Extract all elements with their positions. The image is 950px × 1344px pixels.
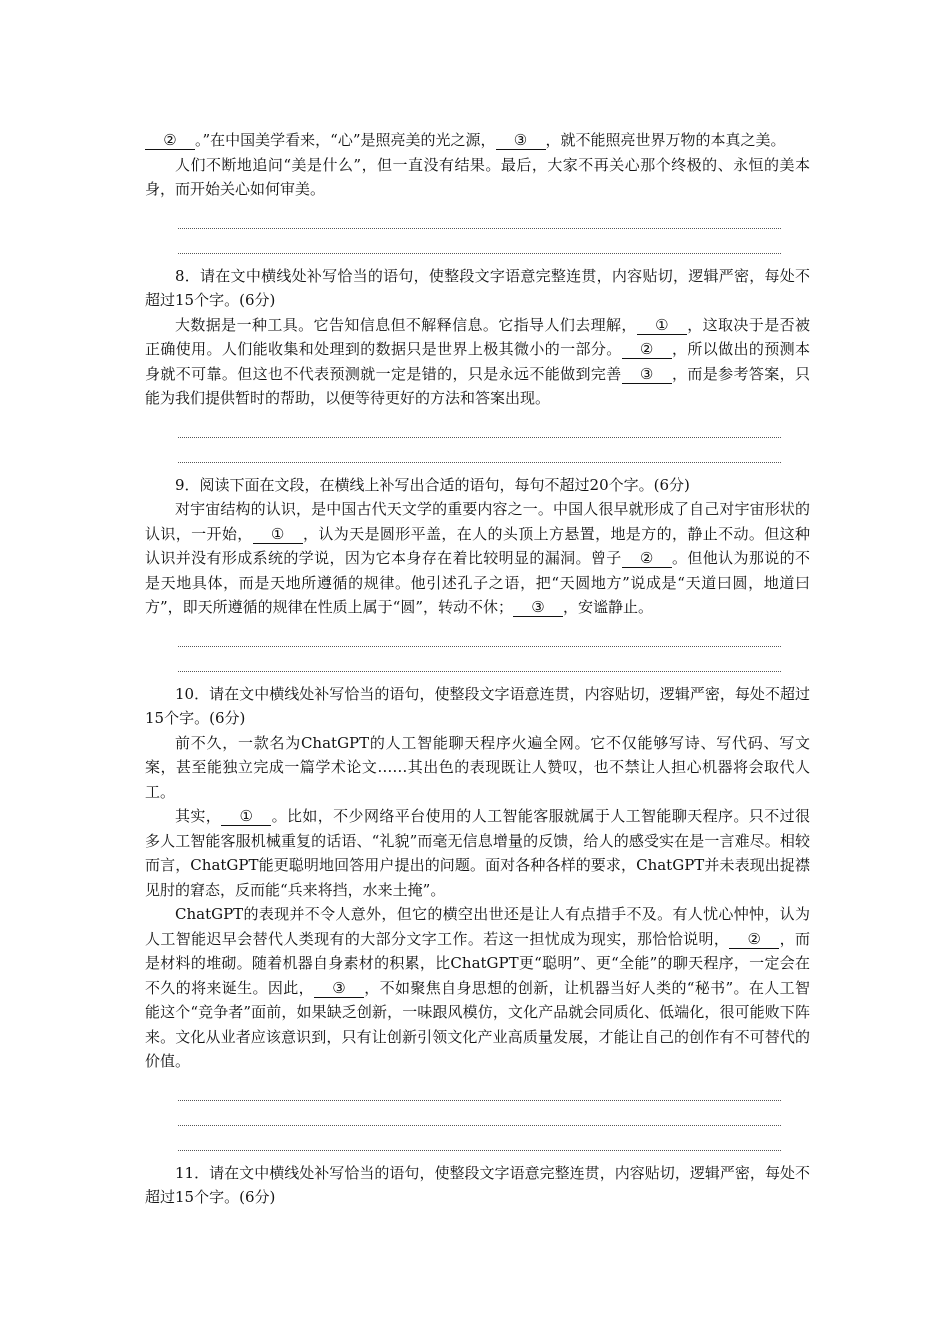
question-10-paragraph-2 bbox=[145, 804, 810, 902]
question-9-passage bbox=[145, 497, 810, 620]
passage-text: ，不如聚焦自身思想的创新，让机器当好人类的“秘书”。在人工智能这个“竞争者”面前，如果缺乏创新，一味跟风模仿，文化产品就会同质化、低端化，很可能败下阵来。文化从业者应该意识到，只有让创新引领文化产业高质量发展，才能让自己的创作有不可替代的价值。 bbox=[145, 978, 810, 1070]
answer-lines[interactable] bbox=[178, 421, 781, 463]
paragraph-top bbox=[145, 128, 810, 153]
blank-1: ① bbox=[253, 525, 303, 544]
passage-text: ChatGPT的表现并不令人意外，但它的横空出世还是让人有点措手不及。有人忧心忡忡，认为人工智能迟早会替代人类现有的大部分文字工作。若这一担忧成为现实，那恰恰说明， bbox=[145, 905, 810, 948]
question-10-paragraph-3 bbox=[145, 902, 810, 1074]
blank-1: ① bbox=[637, 316, 687, 335]
blank-2: ② bbox=[622, 340, 672, 359]
question-8-title: 8．请在文中横线处补写恰当的语句，使整段文字语意完整连贯，内容贴切，逻辑严密，每处不超过15个字。(6分) bbox=[145, 266, 810, 309]
question-9-title: 9．阅读下面在文段，在横线上补写出合适的语句，每句不超过20个字。(6分) bbox=[175, 475, 690, 494]
passage-text: ，而是参考答案，只能为我们提供暂时的帮助，以便等待更好的方法和答案出现。 bbox=[145, 364, 810, 407]
passage-text: ，所以做出的预测本身就不可靠。但这也不代表预测就一定是错的，只是永远不能做到完善 bbox=[145, 340, 810, 383]
paragraph-text: ，就不能照亮世界万物的本真之美。 bbox=[545, 131, 786, 149]
blank-3: ③ bbox=[622, 365, 672, 384]
answer-lines[interactable] bbox=[178, 630, 781, 672]
passage-text: 其实， bbox=[175, 807, 222, 825]
blank-2: ② bbox=[145, 131, 195, 150]
passage-text: 大数据是一种工具。它告知信息但不解释信息。它指导人们去理解， bbox=[175, 315, 637, 334]
passage-text: ，而是材料的堆砌。随着机器自身素材的积累，比ChatGPT更“聪明”、更“全能”的聊天程序，一定会在不久的将来诞生。因此， bbox=[145, 929, 810, 997]
passage-text: ，认为天是圆形平盖，在人的头顶上方悬置，地是方的，静止不动。但这种认识并没有形成系统的学说，因为它本身存在着比较明显的漏洞。曾子 bbox=[145, 524, 810, 567]
blank-3: ③ bbox=[496, 131, 546, 150]
blank-3: ③ bbox=[513, 598, 563, 617]
blank-2: ② bbox=[622, 549, 672, 568]
passage-text: ，这取决于是否被正确使用。人们能收集和处理到的数据只是世界上极其微小的一部分。 bbox=[145, 315, 810, 358]
blank-1: ① bbox=[221, 807, 271, 826]
passage-text: 。但他认为那说的不是天地具体，而是天地所遵循的规律。他引述孔子之语，把“天圆地方”说成是“天道曰圆，地道曰方”，即天所遵循的规律在性质上属于“圆”，转动不休； bbox=[145, 549, 810, 616]
paragraph-text: 。”在中国美学看来，“心”是照亮美的光之源， bbox=[195, 131, 496, 149]
question-8-passage bbox=[145, 313, 810, 411]
document-body bbox=[145, 128, 810, 1210]
question-11-title: 11．请在文中横线处补写恰当的语句，使整段文字语意完整连贯，内容贴切，逻辑严密，每处不超过15个字。(6分) bbox=[145, 1163, 810, 1206]
passage-text: ，安谧静止。 bbox=[563, 598, 654, 616]
blank-3: ③ bbox=[314, 979, 364, 998]
answer-lines[interactable] bbox=[178, 1084, 781, 1151]
passage-text: 。比如，不少网络平台使用的人工智能客服就属于人工智能聊天程序。只不过很多人工智能客服机械重复的话语、“礼貌”而毫无信息增量的反馈，给人的感受实在是一言难尽。相较而言，ChatGPT能更聪明地回答用户提出的问题。面对各种各样的要求，ChatGPT并未表现出捉襟见肘的窘态，反而能“兵来将挡，水来土掩”。 bbox=[145, 807, 810, 899]
question-10-paragraph-1: 前不久，一款名为ChatGPT的人工智能聊天程序火遍全网。它不仅能够写诗、写代码、写文案，甚至能独立完成一篇学术论文……其出色的表现既让人赞叹，也不禁让人担心机器将会取代人工。 bbox=[145, 733, 810, 801]
passage-text: 对宇宙结构的认识，是中国古代天文学的重要内容之一。中国人很早就形成了自己对宇宙形状的认识，一开始， bbox=[145, 500, 810, 543]
paragraph-top-2: 人们不断地追问“美是什么”，但一直没有结果。最后，大家不再关心那个终极的、永恒的美本身，而开始关心如何审美。 bbox=[145, 155, 810, 198]
question-10-title: 10．请在文中横线处补写恰当的语句，使整段文字语意连贯，内容贴切，逻辑严密，每处不超过15个字。(6分) bbox=[145, 684, 810, 727]
blank-2: ② bbox=[729, 930, 779, 949]
answer-lines[interactable] bbox=[178, 212, 781, 254]
